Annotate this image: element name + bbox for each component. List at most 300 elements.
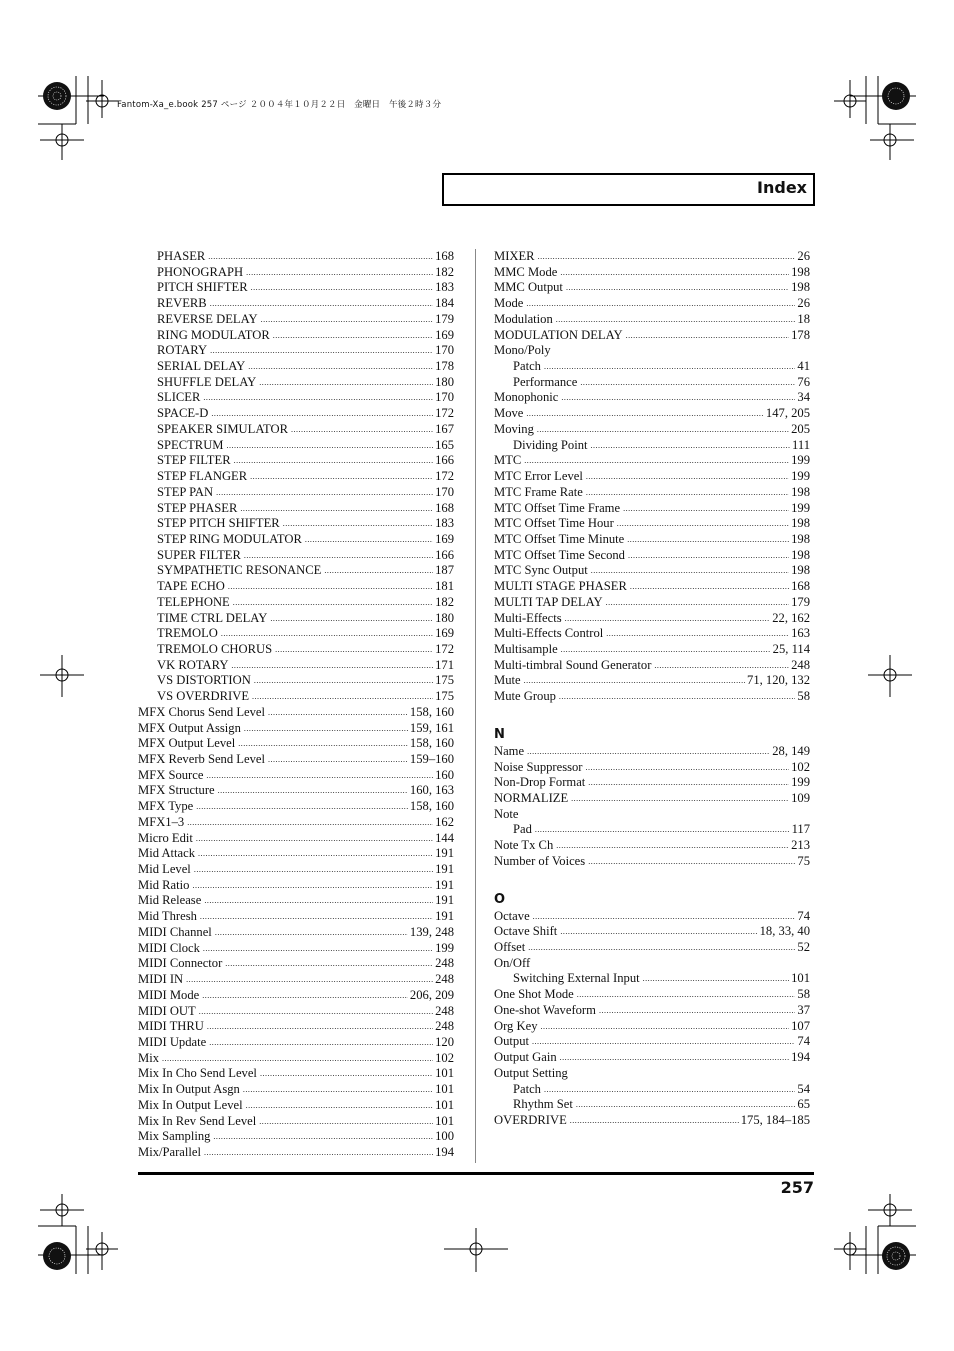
dot-leader (291, 422, 433, 438)
dot-leader (261, 312, 433, 328)
index-entry-pages: 158, 160 (409, 799, 454, 814)
index-entry (138, 1145, 454, 1161)
index-entry-term: Mute (494, 673, 521, 688)
index-entry-pages: 37 (797, 1002, 810, 1017)
column-divider (475, 249, 476, 1163)
index-entry (138, 721, 454, 737)
index-entry (494, 312, 810, 328)
index-entry-pages: 117 (791, 822, 810, 837)
index-entry-term: Move (494, 406, 524, 421)
dot-leader (196, 799, 408, 815)
index-entry (138, 925, 454, 941)
dot-leader (586, 469, 789, 485)
index-entry (494, 760, 810, 776)
index-entry (138, 312, 454, 328)
dot-leader (234, 453, 434, 469)
index-entry-term: Multisample (494, 641, 558, 656)
index-entry-pages: 71, 120, 132 (747, 673, 810, 688)
index-entry-pages: 170 (435, 484, 454, 499)
dot-leader (599, 1003, 795, 1019)
index-entry-term: SPACE-D (157, 406, 209, 421)
index-entry-pages: 170 (435, 343, 454, 358)
index-entry-pages: 169 (435, 327, 454, 342)
index-entry-term: Mix In Output Level (138, 1097, 243, 1112)
index-entry (494, 1113, 810, 1129)
index-entry-term: Mode (494, 296, 524, 311)
index-entry-term: MTC Offset Time Minute (494, 531, 625, 546)
index-entry (138, 453, 454, 469)
index-entry-pages (808, 807, 810, 823)
index-entry-term: TREMOLO CHORUS (157, 641, 273, 656)
index-entry (494, 658, 810, 674)
index-entry-pages: 182 (435, 264, 454, 279)
index-entry-pages: 160, 163 (409, 783, 454, 798)
index-entry (494, 626, 810, 642)
dot-leader (526, 296, 795, 312)
index-entry-term: Micro Edit (138, 830, 193, 845)
index-entry-pages: 199 (791, 453, 810, 468)
dot-leader (630, 579, 789, 595)
index-entry-pages: 248 (435, 972, 454, 987)
index-entry (494, 909, 810, 925)
dot-leader (210, 343, 433, 359)
index-entry-pages: 65 (797, 1097, 810, 1112)
index-title-box (442, 173, 815, 206)
dot-leader (246, 1098, 434, 1114)
index-entry-term: MFX Output Assign (138, 720, 241, 735)
index-entry-pages: 191 (435, 862, 454, 877)
index-entry-term: Mix In Rev Send Level (138, 1113, 257, 1128)
index-entry-pages: 194 (435, 1144, 454, 1159)
index-entry-pages: 58 (797, 689, 810, 704)
index-entry-term: Note Tx Ch (494, 838, 554, 853)
index-entry-term: PHASER (157, 249, 206, 263)
index-entry-pages: 183 (435, 516, 454, 531)
index-entry (494, 1097, 810, 1113)
index-entry-term: MMC Mode (494, 264, 558, 279)
index-entry-term: Modulation (494, 311, 553, 326)
index-entry (494, 328, 810, 344)
dot-leader (210, 296, 433, 312)
dot-leader (561, 390, 795, 406)
index-entry-term: Mid Thresh (138, 909, 197, 924)
dot-leader (606, 626, 789, 642)
index-entry-term: Non-Drop Format (494, 775, 586, 790)
index-entry-term: RING MODULATOR (157, 327, 270, 342)
index-entry-term: TAPE ECHO (157, 579, 225, 594)
dot-leader (556, 838, 789, 854)
index-entry-term: SLICER (157, 390, 201, 405)
index-entry (138, 375, 454, 391)
dot-leader (250, 469, 433, 485)
index-entry (494, 438, 810, 454)
index-entry (494, 1019, 810, 1035)
index-entry (138, 1114, 454, 1130)
index-entry (138, 893, 454, 909)
index-entry (138, 390, 454, 406)
index-entry-pages: 206, 209 (409, 987, 454, 1002)
index-entry-pages: 213 (791, 838, 810, 853)
index-entry (494, 744, 810, 760)
index-entry (494, 390, 810, 406)
index-entry-term: SUPER FILTER (157, 547, 241, 562)
index-entry (138, 956, 454, 972)
index-entry (494, 516, 810, 532)
index-entry-term: MFX Output Level (138, 736, 236, 751)
dot-leader (617, 516, 789, 532)
index-entry-pages: 198 (791, 563, 810, 578)
index-entry (138, 626, 454, 642)
index-entry-pages: 199 (791, 500, 810, 515)
index-entry (138, 783, 454, 799)
index-entry (138, 1019, 454, 1035)
index-entry (138, 1004, 454, 1020)
index-entry-pages: 248 (435, 956, 454, 971)
index-entry (494, 807, 810, 823)
index-entry-pages: 102 (435, 1050, 454, 1065)
index-entry-term: Multi-Effects Control (494, 626, 604, 641)
dot-leader (203, 390, 433, 406)
dot-leader (561, 642, 771, 658)
index-entry-pages: 34 (797, 390, 810, 405)
index-entry-pages: 180 (435, 610, 454, 625)
index-entry-term: STEP PITCH SHIFTER (157, 516, 280, 531)
index-entry-pages: 194 (791, 1050, 810, 1065)
index-entry-term: STEP PHASER (157, 500, 238, 515)
dot-leader (162, 1051, 433, 1067)
dot-leader (211, 406, 433, 422)
index-entry (494, 249, 810, 265)
index-entry (494, 579, 810, 595)
index-entry-pages: 162 (435, 814, 454, 829)
index-entry (138, 1035, 454, 1051)
dot-leader (225, 956, 433, 972)
index-entry-term: ROTARY (157, 343, 208, 358)
dot-leader (533, 909, 796, 925)
index-entry-pages: 159, 161 (409, 720, 454, 735)
dot-leader (273, 328, 433, 344)
index-entry (494, 406, 810, 422)
index-entry-pages: 181 (435, 579, 454, 594)
index-entry (494, 924, 810, 940)
dot-leader (535, 822, 790, 838)
index-entry-term: Noise Suppressor (494, 759, 583, 774)
index-entry-pages: 163 (791, 626, 810, 641)
dot-leader (560, 265, 789, 281)
index-entry-pages: 120 (435, 1034, 454, 1049)
index-entry (494, 265, 810, 281)
dot-leader (565, 611, 771, 627)
index-entry (138, 249, 454, 265)
index-entry (138, 1066, 454, 1082)
index-entry-term: Mid Attack (138, 846, 196, 861)
index-entry (494, 987, 810, 1003)
index-entry (138, 1129, 454, 1145)
index-entry (138, 1082, 454, 1098)
index-entry (494, 1050, 810, 1066)
index-entry-term: PHONOGRAPH (157, 264, 244, 279)
dot-leader (654, 658, 789, 674)
index-entry (494, 422, 810, 438)
dot-leader (268, 705, 408, 721)
index-entry (494, 791, 810, 807)
dot-leader (204, 893, 433, 909)
dot-leader (527, 744, 770, 760)
index-entry-pages: 76 (797, 374, 810, 389)
index-entry-pages: 22, 162 (772, 610, 810, 625)
index-entry-term: SHUFFLE DELAY (157, 374, 257, 389)
index-entry-pages: 18, 33, 40 (759, 924, 810, 939)
dot-leader (576, 1097, 796, 1113)
index-entry-term: MIDI THRU (138, 1019, 204, 1034)
index-entry-pages: 41 (797, 359, 810, 374)
dot-leader (305, 532, 433, 548)
index-entry-pages: 172 (435, 469, 454, 484)
index-entry (138, 768, 454, 784)
index-entry (494, 956, 810, 972)
index-entry-pages: 139, 248 (409, 924, 454, 939)
index-entry-term: SPEAKER SIMULATOR (157, 421, 288, 436)
index-entry (138, 532, 454, 548)
dot-leader (202, 988, 408, 1004)
index-entry-pages: 198 (791, 531, 810, 546)
dot-leader (246, 265, 433, 281)
index-entry-term: Mix Sampling (138, 1129, 211, 1144)
index-entry-term: Mix In Cho Send Level (138, 1066, 257, 1081)
index-entry (138, 359, 454, 375)
dot-leader (556, 312, 796, 328)
dot-leader (196, 831, 433, 847)
index-entry-term: TIME CTRL DELAY (157, 610, 268, 625)
index-entry (138, 752, 454, 768)
index-entry-term: Mid Level (138, 862, 191, 877)
dot-leader (577, 987, 796, 1003)
dot-leader (204, 1145, 433, 1161)
dot-leader (270, 611, 433, 627)
index-entry (494, 532, 810, 548)
index-entry-pages: 184 (435, 296, 454, 311)
index-entry-pages: 180 (435, 374, 454, 389)
index-entry (138, 280, 454, 296)
index-entry-term: MTC Offset Time Hour (494, 516, 614, 531)
index-entry-pages: 169 (435, 531, 454, 546)
dot-leader (627, 532, 789, 548)
dot-leader (192, 878, 433, 894)
index-entry (494, 689, 810, 705)
index-entry-pages: 167 (435, 421, 454, 436)
index-entry-term: Monophonic (494, 390, 559, 405)
index-entry (494, 343, 810, 359)
dot-leader (586, 485, 789, 501)
index-entry-pages: 170 (435, 390, 454, 405)
dot-leader (259, 1114, 433, 1130)
dot-leader (626, 328, 789, 344)
index-entry (494, 854, 810, 870)
index-entry-pages: 248 (791, 657, 810, 672)
index-entry-pages: 160 (435, 767, 454, 782)
index-entry-pages: 109 (791, 791, 810, 805)
index-entry-term: MFX Type (138, 799, 194, 814)
index-entry-pages: 158, 160 (409, 736, 454, 751)
index-entry-term: Note (494, 806, 519, 821)
index-entry-term: TREMOLO (157, 626, 218, 641)
index-entry-pages: 178 (435, 359, 454, 374)
index-entry-term: MTC Error Level (494, 469, 583, 484)
index-entry-pages: 199 (791, 469, 810, 484)
index-entry (494, 1082, 810, 1098)
dot-leader (206, 768, 433, 784)
index-entry-term: STEP FILTER (157, 453, 231, 468)
dot-leader (244, 548, 433, 564)
index-entry (494, 940, 810, 956)
index-entry (138, 579, 454, 595)
index-entry-term: TELEPHONE (157, 594, 230, 609)
index-entry-pages: 168 (435, 500, 454, 515)
index-entry (138, 563, 454, 579)
index-entry-pages (808, 1066, 810, 1082)
index-entry-pages: 198 (791, 516, 810, 531)
dot-leader (570, 1113, 739, 1129)
index-entry-term: Output (494, 1034, 529, 1049)
index-entry-pages: 198 (791, 547, 810, 562)
dot-leader (233, 595, 433, 611)
dot-leader (524, 673, 745, 689)
dot-leader (537, 422, 789, 438)
index-entry-term: Org Key (494, 1018, 538, 1033)
dot-leader (324, 563, 433, 579)
index-entry-pages: 100 (435, 1129, 454, 1144)
index-entry (494, 469, 810, 485)
index-entry-term: Mix (138, 1050, 159, 1065)
index-entry-pages: 158, 160 (409, 704, 454, 719)
dot-leader (586, 760, 790, 776)
index-entry (138, 265, 454, 281)
index-entry-term: SPECTRUM (157, 437, 224, 452)
dot-leader (228, 579, 433, 595)
index-entry (138, 846, 454, 862)
index-entry-pages: 169 (435, 626, 454, 641)
dot-leader (207, 1019, 433, 1035)
index-entry-pages: 111 (792, 437, 810, 452)
footer-rule (138, 1172, 814, 1175)
index-entry (494, 642, 810, 658)
index-entry-pages: 199 (435, 940, 454, 955)
dot-leader (560, 924, 757, 940)
index-entry-pages: 159–160 (409, 752, 454, 766)
index-entry-term: Mix In Output Asgn (138, 1082, 240, 1097)
index-entry-pages: 179 (435, 311, 454, 326)
dot-leader (199, 1004, 433, 1020)
index-entry-pages: 101 (791, 971, 810, 986)
dot-leader (227, 438, 434, 454)
index-entry-term: Multi-Effects (494, 610, 562, 625)
index-entry-pages: 26 (797, 296, 810, 311)
index-entry (138, 673, 454, 689)
dot-leader (198, 846, 433, 862)
index-entry (494, 1003, 810, 1019)
index-entry-pages: 168 (791, 579, 810, 594)
index-entry-term: VK ROTARY (157, 657, 229, 672)
index-entry-term: Patch (513, 359, 541, 374)
index-entry-term: One Shot Mode (494, 987, 574, 1002)
index-entry-term: VS OVERDRIVE (157, 689, 250, 704)
index-entry-term: Dividing Point (513, 437, 588, 452)
index-entry-pages: 175 (435, 673, 454, 688)
index-entry-term: Octave Shift (494, 924, 558, 939)
dot-leader (208, 249, 433, 265)
index-entry-pages: 168 (435, 249, 454, 263)
dot-leader (528, 940, 795, 956)
index-entry-pages: 198 (791, 280, 810, 295)
index-entry-pages: 187 (435, 563, 454, 578)
index-entry (138, 422, 454, 438)
index-entry (494, 485, 810, 501)
index-entry-term: Pad (513, 822, 532, 837)
index-entry-term: Mid Ratio (138, 877, 190, 892)
dot-leader (526, 406, 764, 422)
dot-leader (221, 626, 433, 642)
index-entry-pages: 26 (797, 249, 810, 263)
index-entry (138, 595, 454, 611)
index-entry-pages: 248 (435, 1019, 454, 1034)
index-entry-pages: 18 (797, 311, 810, 326)
index-entry-pages (808, 956, 810, 972)
index-entry-pages: 75 (797, 853, 810, 868)
index-entry-term: MIDI Update (138, 1034, 207, 1049)
index-entry-term: Mix/Parallel (138, 1144, 201, 1159)
index-entry (138, 799, 454, 815)
index-entry-term: STEP PAN (157, 484, 214, 499)
index-entry-term: MMC Output (494, 280, 563, 295)
index-entry-term: Switching External Input (513, 971, 640, 986)
index-entry-pages: 205 (791, 421, 810, 436)
dot-leader (560, 1050, 789, 1066)
index-entry-term: MTC (494, 453, 522, 468)
index-entry (494, 1034, 810, 1050)
index-entry (138, 501, 454, 517)
dot-leader (532, 1034, 795, 1050)
dot-leader (215, 925, 408, 941)
section-letter-heading: N (494, 726, 505, 742)
dot-leader (248, 359, 433, 375)
index-entry (494, 548, 810, 564)
dot-leader (544, 359, 795, 375)
dot-leader (251, 280, 433, 296)
index-entry-term: PITCH SHIFTER (157, 280, 248, 295)
index-entry (494, 359, 810, 375)
index-entry-pages: 175, 184–185 (740, 1112, 810, 1127)
index-entry-pages: 58 (797, 987, 810, 1002)
dot-leader (283, 516, 433, 532)
index-entry-term: Name (494, 743, 525, 758)
dot-leader (275, 642, 433, 658)
index-entry (138, 862, 454, 878)
index-entry-term: STEP RING MODULATOR (157, 531, 302, 546)
index-entry (138, 438, 454, 454)
dot-leader (213, 1129, 433, 1145)
dot-leader (559, 689, 795, 705)
dot-leader (643, 971, 789, 987)
dot-leader (544, 1082, 795, 1098)
index-entry-pages: 182 (435, 594, 454, 609)
index-entry-pages: 199 (791, 775, 810, 790)
index-entry-term: MFX1–3 (138, 814, 185, 829)
index-entry-term: Patch (513, 1081, 541, 1096)
index-entry (138, 343, 454, 359)
dot-leader (194, 862, 433, 878)
index-entry-term: MFX Chorus Send Level (138, 704, 265, 719)
index-entry-term: Mid Release (138, 893, 202, 908)
